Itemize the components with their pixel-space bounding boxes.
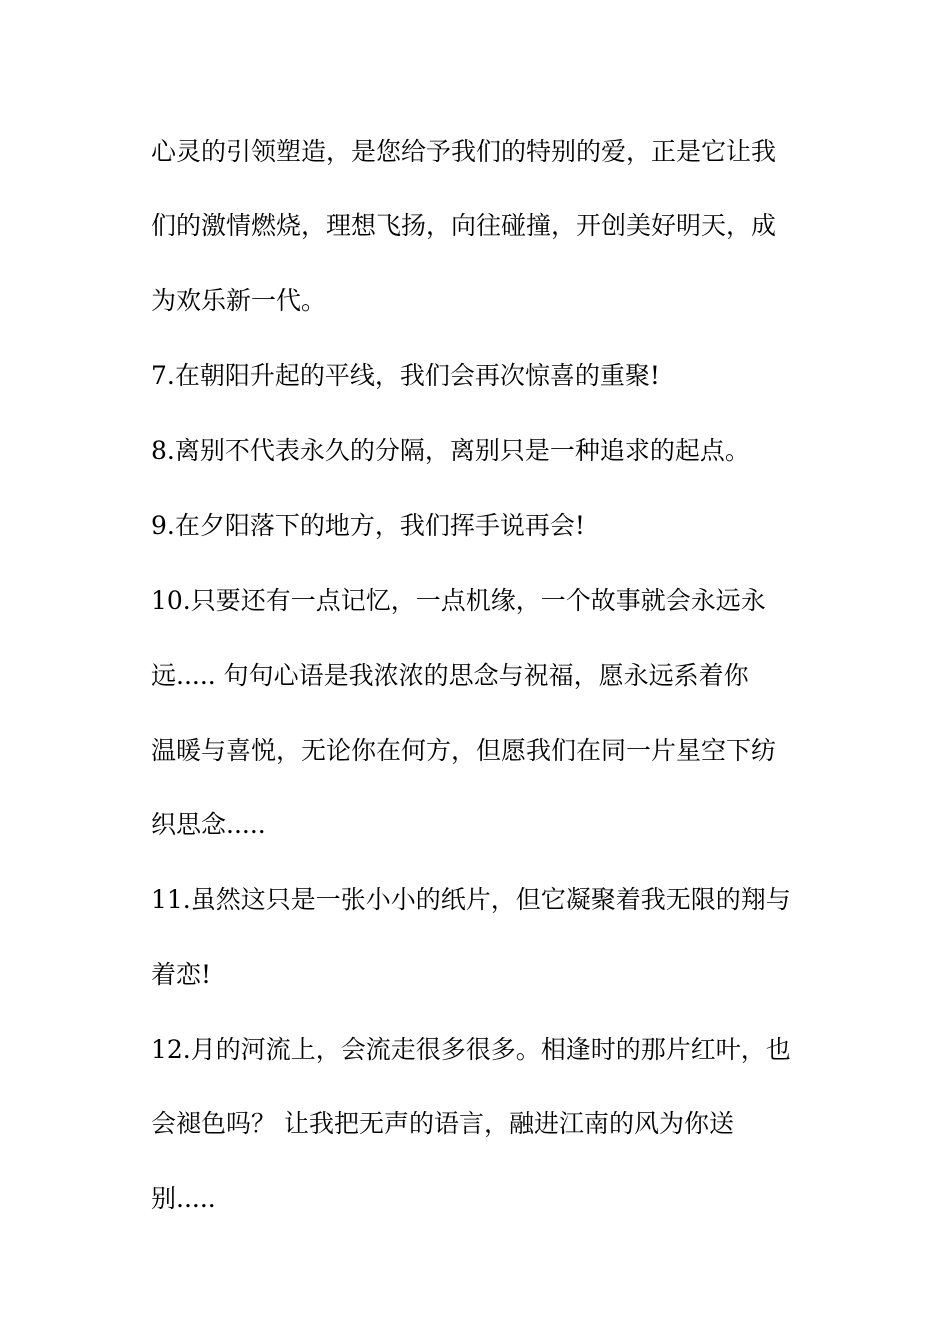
list-item-9: 9.在夕阳落下的地方，我们挥手说再会!: [151, 511, 585, 540]
text-line: 们的激情燃烧，理想飞扬，向往碰撞，开创美好明天，成: [151, 211, 777, 240]
list-item-7: 7.在朝阳升起的平线，我们会再次惊喜的重聚!: [151, 361, 660, 390]
list-item-8: 8.离别不代表永久的分隔，离别只是一种追求的起点。: [151, 436, 750, 465]
text-line: 着恋!: [151, 960, 212, 989]
text-line: 为欢乐新一代。: [151, 286, 327, 315]
text-line: 远..... 句句心语是我浓浓的思念与祝福，愿永远系着你: [151, 661, 749, 690]
text-line: 心灵的引领塑造，是您给予我们的特别的爱，正是它让我: [151, 137, 777, 166]
text-line: 会褪色吗？ 让我把无声的语言，融进江南的风为你送: [151, 1109, 734, 1138]
list-item-11: 11.虽然这只是一张小小的纸片，但它凝聚着我无限的翔与: [151, 885, 791, 914]
text-line: 别.....: [151, 1184, 216, 1213]
list-item-12: 12.月的河流上，会流走很多很多。相逢时的那片红叶，也: [151, 1035, 791, 1064]
text-line: 织思念.....: [151, 810, 266, 839]
list-item-10: 10.只要还有一点记忆，一点机缘，一个故事就会永远永: [151, 586, 766, 615]
text-line: 温暖与喜悦，无论你在何方，但愿我们在同一片星空下纺: [151, 736, 777, 765]
